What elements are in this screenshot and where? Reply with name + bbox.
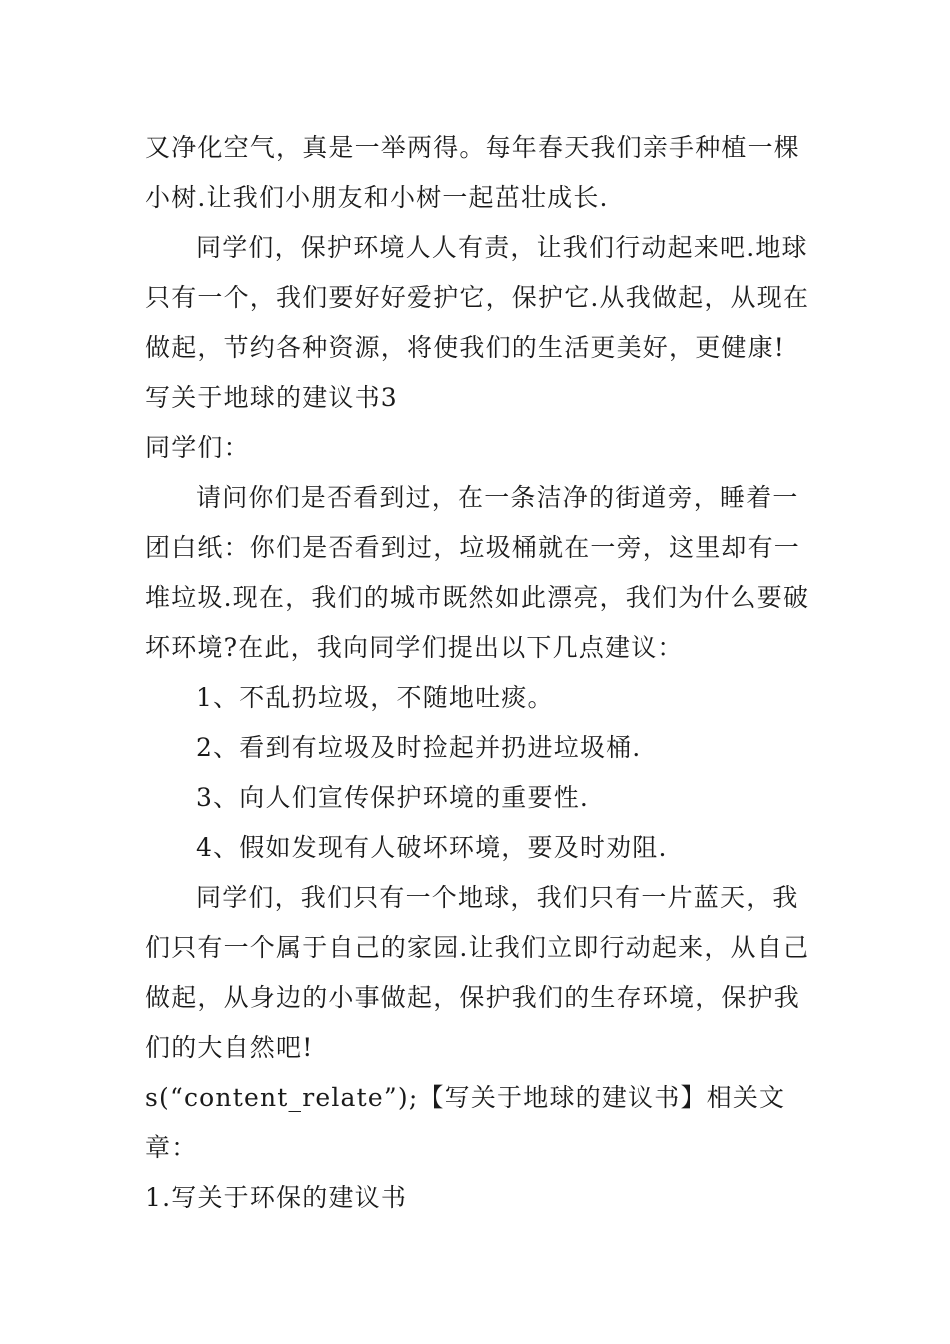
salutation: 同学们： <box>145 433 250 462</box>
suggestion-item-4: 4、假如发现有人破坏环境，要及时劝阻. <box>196 833 668 862</box>
related-article-link[interactable]: 1.写关于环保的建议书 <box>145 1183 408 1212</box>
body-text-line: 又净化空气，真是一举两得。每年春天我们亲手种植一棵 <box>145 133 801 162</box>
body-text-line: 堆垃圾.现在，我们的城市既然如此漂亮，我们为什么要破 <box>145 583 810 612</box>
body-text-line: 做起，从身边的小事做起，保护我们的生存环境，保护我 <box>145 983 801 1012</box>
document-page <box>145 123 810 1223</box>
suggestion-item-1: 1、不乱扔垃圾，不随地吐痰。 <box>196 683 554 712</box>
body-text-line: 坏环境?在此，我向同学们提出以下几点建议： <box>145 633 684 662</box>
paragraph-first-line: 同学们，保护环境人人有责，让我们行动起来吧.地球 <box>196 233 808 262</box>
related-articles-header-cont: 章： <box>145 1133 198 1162</box>
paragraph-first-line: 同学们，我们只有一个地球，我们只有一片蓝天，我 <box>196 883 799 912</box>
suggestion-item-2: 2、看到有垃圾及时捡起并扔进垃圾桶. <box>196 733 642 762</box>
paragraph-first-line: 请问你们是否看到过，在一条洁净的街道旁，睡着一 <box>196 483 799 512</box>
body-text-line: 只有一个，我们要好好爱护它，保护它.从我做起，从现在 <box>145 283 810 312</box>
body-text-line: 做起，节约各种资源，将使我们的生活更美好，更健康! <box>145 333 786 362</box>
body-text-line: 们的大自然吧! <box>145 1033 314 1062</box>
suggestion-item-3: 3、向人们宣传保护环境的重要性. <box>196 783 590 812</box>
body-text-line: 团白纸：你们是否看到过，垃圾桶就在一旁，这里却有一 <box>145 533 801 562</box>
body-text-line: 们只有一个属于自己的家园.让我们立即行动起来，从自己 <box>145 933 810 962</box>
related-articles-header: s(“content_relate”);【写关于地球的建议书】相关文 <box>145 1083 786 1112</box>
body-text-line: 小树.让我们小朋友和小树一起茁壮成长. <box>145 183 609 212</box>
section-heading: 写关于地球的建议书3 <box>145 383 398 412</box>
